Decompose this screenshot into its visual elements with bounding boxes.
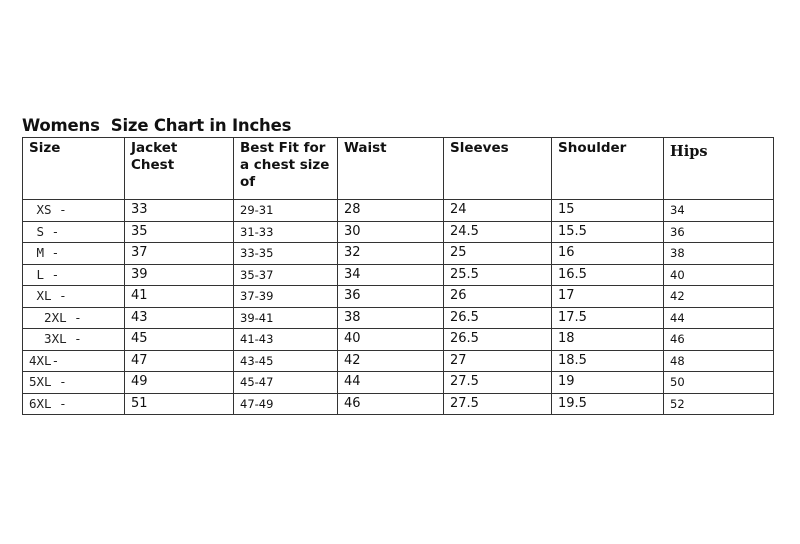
shoulder-cell: 15	[552, 200, 664, 222]
shoulder-cell: 19	[552, 372, 664, 394]
table-row	[23, 393, 774, 415]
waist-cell: 36	[338, 286, 444, 308]
hips-cell: 48	[664, 350, 774, 372]
jacket-chest-cell: 45	[125, 329, 234, 351]
table-row	[23, 307, 774, 329]
sleeves-cell: 26.5	[444, 307, 552, 329]
header-hips: Hips	[664, 138, 774, 200]
header-waist: Waist	[338, 138, 444, 200]
size-cell: 6XL -	[23, 393, 125, 415]
shoulder-cell: 18	[552, 329, 664, 351]
sleeves-cell: 27.5	[444, 393, 552, 415]
waist-cell: 34	[338, 264, 444, 286]
size-cell: 2XL -	[23, 307, 125, 329]
size-cell: 4XL-	[23, 350, 125, 372]
best-fit-cell: 35-37	[234, 264, 338, 286]
waist-cell: 32	[338, 243, 444, 265]
best-fit-cell: 43-45	[234, 350, 338, 372]
table-row	[23, 286, 774, 308]
size-cell: S -	[23, 221, 125, 243]
hips-cell: 50	[664, 372, 774, 394]
sleeves-cell: 24.5	[444, 221, 552, 243]
size-cell: M -	[23, 243, 125, 265]
jacket-chest-cell: 49	[125, 372, 234, 394]
header-row	[23, 138, 774, 200]
shoulder-cell: 18.5	[552, 350, 664, 372]
size-cell: L -	[23, 264, 125, 286]
hips-cell: 34	[664, 200, 774, 222]
shoulder-cell: 17	[552, 286, 664, 308]
header-best-fit: Best Fit for a chest size of	[234, 138, 338, 200]
waist-cell: 28	[338, 200, 444, 222]
sleeves-cell: 26	[444, 286, 552, 308]
sleeves-cell: 26.5	[444, 329, 552, 351]
hips-cell: 38	[664, 243, 774, 265]
waist-cell: 38	[338, 307, 444, 329]
hips-cell: 52	[664, 393, 774, 415]
size-cell: XS -	[23, 200, 125, 222]
sleeves-cell: 25.5	[444, 264, 552, 286]
hips-cell: 42	[664, 286, 774, 308]
shoulder-cell: 17.5	[552, 307, 664, 329]
jacket-chest-cell: 39	[125, 264, 234, 286]
table-row	[23, 329, 774, 351]
sleeves-cell: 27	[444, 350, 552, 372]
size-chart-table	[22, 137, 774, 415]
table-row	[23, 243, 774, 265]
hips-cell: 40	[664, 264, 774, 286]
hips-cell: 46	[664, 329, 774, 351]
jacket-chest-cell: 33	[125, 200, 234, 222]
shoulder-cell: 16	[552, 243, 664, 265]
sleeves-cell: 27.5	[444, 372, 552, 394]
size-cell: 3XL -	[23, 329, 125, 351]
size-cell: XL -	[23, 286, 125, 308]
best-fit-cell: 39-41	[234, 307, 338, 329]
sleeves-cell: 24	[444, 200, 552, 222]
waist-cell: 30	[338, 221, 444, 243]
header-size: Size	[23, 138, 125, 200]
table-row	[23, 200, 774, 222]
table-row	[23, 372, 774, 394]
header-sleeves: Sleeves	[444, 138, 552, 200]
sleeves-cell: 25	[444, 243, 552, 265]
chart-title: Womens Size Chart in Inches	[22, 116, 292, 135]
best-fit-cell: 33-35	[234, 243, 338, 265]
shoulder-cell: 16.5	[552, 264, 664, 286]
jacket-chest-cell: 35	[125, 221, 234, 243]
shoulder-cell: 15.5	[552, 221, 664, 243]
waist-cell: 40	[338, 329, 444, 351]
best-fit-cell: 47-49	[234, 393, 338, 415]
best-fit-cell: 45-47	[234, 372, 338, 394]
best-fit-cell: 31-33	[234, 221, 338, 243]
table-row	[23, 221, 774, 243]
jacket-chest-cell: 41	[125, 286, 234, 308]
header-jacket-chest: Jacket Chest	[125, 138, 234, 200]
jacket-chest-cell: 37	[125, 243, 234, 265]
best-fit-cell: 41-43	[234, 329, 338, 351]
hips-cell: 44	[664, 307, 774, 329]
size-cell: 5XL -	[23, 372, 125, 394]
table-row	[23, 350, 774, 372]
shoulder-cell: 19.5	[552, 393, 664, 415]
table-row	[23, 264, 774, 286]
best-fit-cell: 29-31	[234, 200, 338, 222]
waist-cell: 42	[338, 350, 444, 372]
jacket-chest-cell: 43	[125, 307, 234, 329]
best-fit-cell: 37-39	[234, 286, 338, 308]
hips-cell: 36	[664, 221, 774, 243]
header-shoulder: Shoulder	[552, 138, 664, 200]
jacket-chest-cell: 47	[125, 350, 234, 372]
size-rows	[23, 200, 774, 415]
jacket-chest-cell: 51	[125, 393, 234, 415]
waist-cell: 46	[338, 393, 444, 415]
waist-cell: 44	[338, 372, 444, 394]
